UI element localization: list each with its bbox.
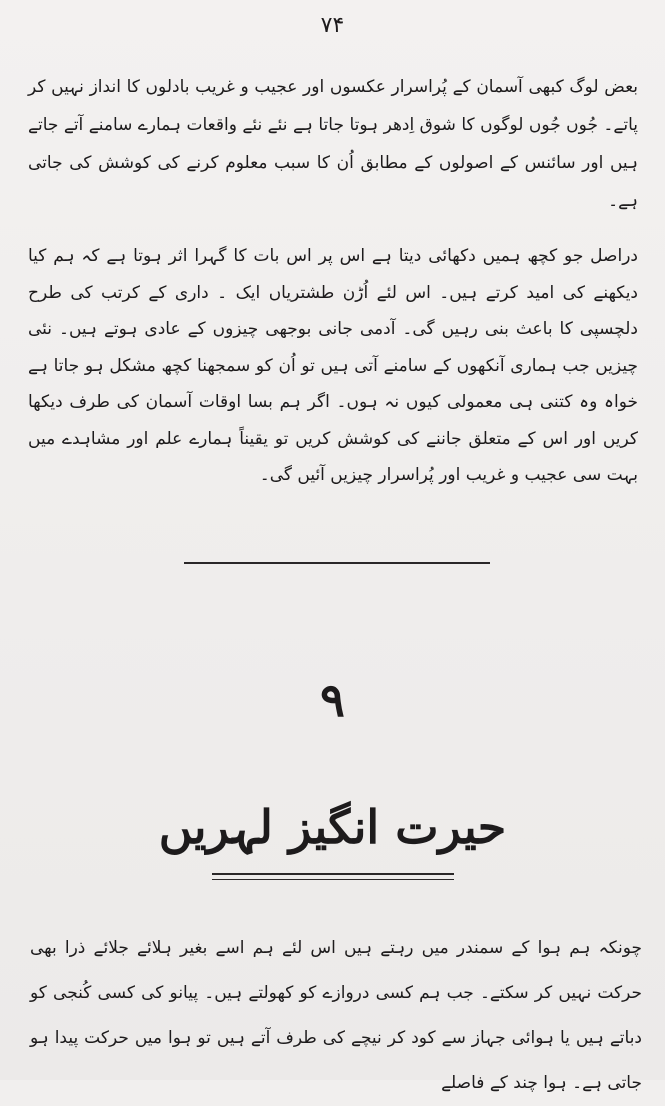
- chapter-number: ۹: [320, 673, 345, 727]
- title-underline-thick: [212, 873, 454, 875]
- page-number: ۷۴: [320, 13, 345, 38]
- title-underline-thin: [212, 879, 454, 880]
- section-divider: [184, 562, 490, 564]
- paragraph-2: دراصل جو کچھ ہمیں دکھائی دیتا ہے اس پر اس بات کا گہرا اثر ہوتا ہے کہ ہم کیا دیکھنے کی امید کرتے ہیں۔ اس لئے اُڑن طشتریاں ایک ۔ داری کے کرتب کی طرح دلچسپی کا باعث بنی رہیں گی۔ آدمی جانی بوجھی چیزوں کے عادی ہوتے ہیں۔ نئی چیزیں جب ہماری آنکھوں کے سامنے آتی ہیں تو اُن کو سمجھنا کچھ مشکل ہو جاتا ہے خواہ وہ کتنی ہی معمولی کیوں نہ ہوں۔ اگر ہم بسا اوقات آسمان کی طرف دیکھا کریں اور اس کے متعلق جاننے کی کوشش کریں تو یقیناً ہمارے علم اور مشاہدے میں بہت سی عجیب و غریب اور پُراسرار چیزیں آئیں گی۔: [28, 246, 638, 485]
- paragraph-1: بعض لوگ کبھی آسمان کے پُراسرار عکسوں اور عجیب و غریب بادلوں کا انداز نہیں کر پاتے۔ جُوں جُوں لوگوں کا شوق اِدھر ہوتا جاتا ہے نئے نئے واقعات ہمارے سامنے آتے جاتے ہیں اور سائنس کے اصولوں کے مطابق اُن کا سبب معلوم کرنے کی کوشش کی جاتی ہے۔: [28, 77, 638, 211]
- chapter-title: حیرت انگیز لہریں: [158, 800, 507, 854]
- paragraph-3: چونکہ ہم ہوا کے سمندر میں رہتے ہیں اس لئے ہم اسے بغیر ہلائے جلائے ذرا بھی حرکت نہیں کر سکتے۔ جب ہم کسی دروازے کو کھولتے ہیں۔ پیانو کی کسی کُنجی کو دباتے ہیں یا ہوائی جہاز سے کود کر نیچے کی طرف آتے ہیں تو ہوا میں حرکت پیدا ہو جاتی ہے۔ ہوا چند کے فاصلے: [30, 938, 642, 1093]
